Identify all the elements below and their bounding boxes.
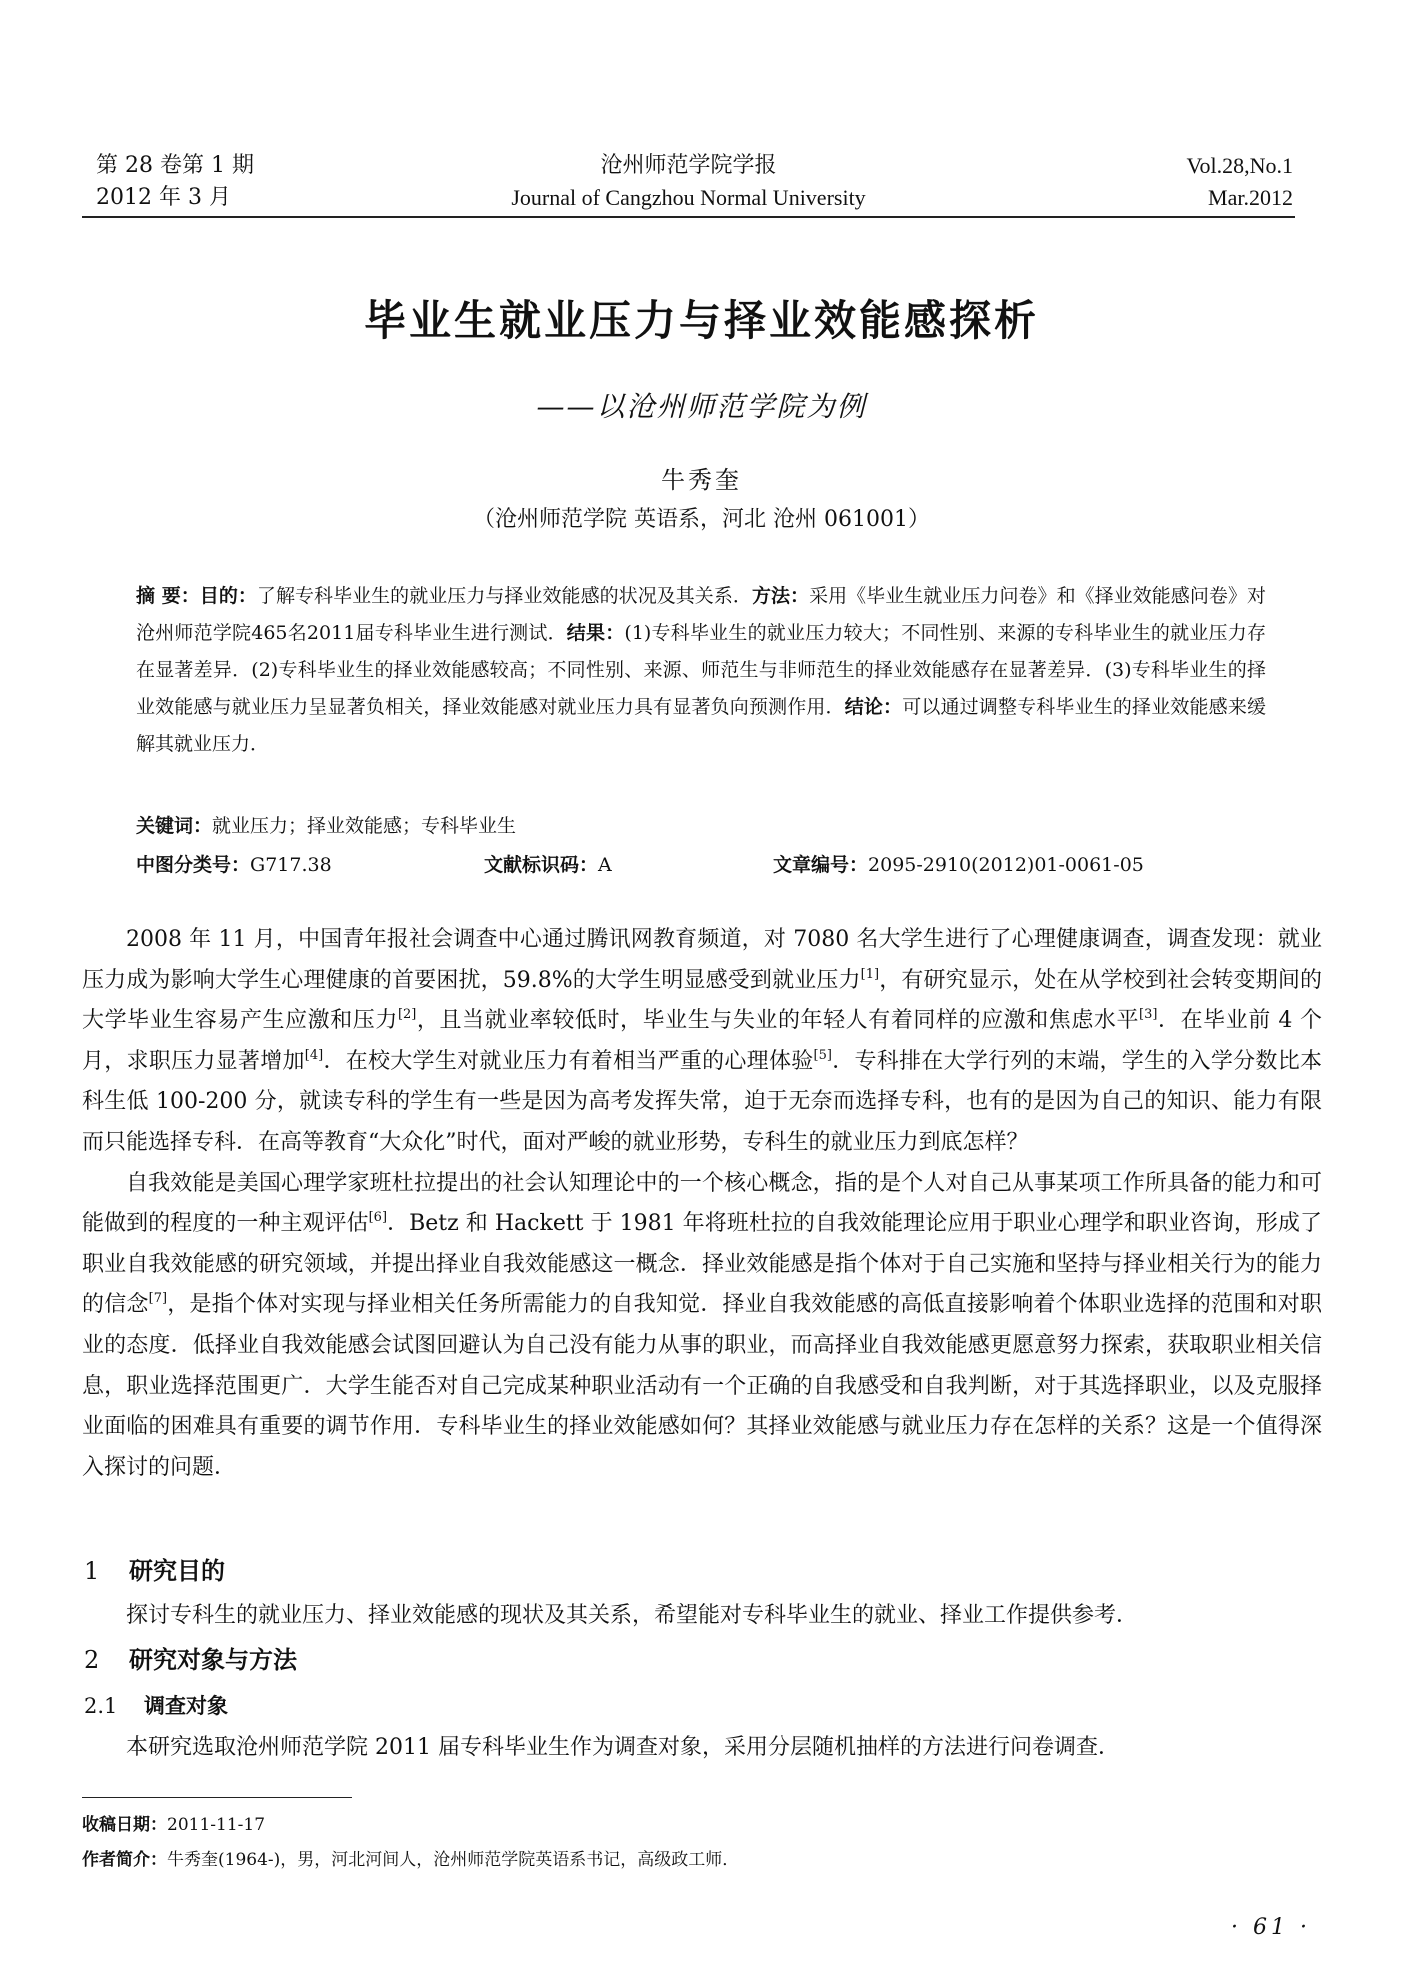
citation-4: [4] (304, 1047, 324, 1063)
p1-text: 2008 年 11 月，中国青年报社会调查中心通过腾讯网教育频道，对 7080 名大学生进行了心理健康调查，调查发现：就业压力成为影响大学生心理健康的首要困扰，59.8%的大学生明显感受到就业压力 (82, 927, 1322, 993)
citation-1: [1] (860, 966, 880, 982)
abstract-conclusion-label: 结论： (844, 696, 903, 718)
received-label: 收稿日期： (82, 1815, 167, 1835)
p2-text: ．Betz 和 Hackett 于 1981 年将班杜拉的自我效能理论应用于职业心理学和职业咨询，形成了职业自我效能感的研究领域，并提出择业自我效能感这一概念．择业效能感是指个体对于自己实施和坚持与择业相关行为的能力的信念 (82, 1211, 1322, 1318)
header-issue-info-en (1186, 150, 1293, 214)
body-text (82, 920, 1322, 1488)
bio-label: 作者简介： (82, 1850, 167, 1870)
header-journal-name (82, 150, 1295, 214)
abstract-purpose: 了解专科毕业生的就业压力与择业效能感的状况及其关系． (256, 585, 752, 607)
footnote-received (82, 1810, 265, 1840)
abstract-results: (1)专科毕业生的就业压力较大；不同性别、来源的专科毕业生的就业压力存在显著差异．(2)专科毕业生的择业效能感较高；不同性别、来源、师范生与非师范生的择业效能感存在显著差异．(3)专科毕业生的择业效能感与就业压力呈显著负相关，择业效能感对就业压力具有显著负向预测作用． (136, 622, 1266, 718)
section-1-text: 探讨专科生的就业压力、择业效能感的现状及其关系，希望能对专科毕业生的就业、择业工作提供参考． (126, 1603, 1139, 1628)
doc-value: A (598, 854, 612, 876)
abstract-purpose-label: 目的： (199, 585, 257, 607)
section-2-heading (84, 1640, 297, 1675)
p2-text: ，是指个体对实现与择业相关任务所需能力的自我知觉．择业自我效能感的高低直接影响着个体职业选择的范围和对职业的态度．低择业自我效能感会试图回避认为自己没有能力从事的职业，而高择业自我效能感更愿意努力探索，获取职业相关信息，职业选择范围更广．大学生能否对自己完成某种职业活动有一个正确的自我感受和自我判断，对于其选择职业，以及克服择业面临的困难具有重要的调节作用．专科毕业生的择业效能感如何？其择业效能感与就业压力存在怎样的关系？这是一个值得深入探讨的问题． (82, 1292, 1322, 1480)
citation-5: [5] (813, 1047, 832, 1063)
footnote-author-bio (82, 1845, 739, 1875)
header-date-en: Mar.2012 (1208, 185, 1293, 210)
article-label: 文章编号： (773, 854, 869, 876)
header-journal-en: Journal of Cangzhou Normal University (511, 185, 866, 210)
bio-text: 牛秀奎(1964-)，男，河北河间人，沧州师范学院英语系书记，高级政工师． (167, 1850, 740, 1870)
abstract-results-label: 结果： (566, 622, 625, 644)
p2-text: 自我效能是美国心理学家班杜拉提出的社会认知理论中的一个核心概念，指的是个人对自己从事某项工作所具备的能力和可能做到的程度的一种主观评估 (82, 1170, 1322, 1237)
abstract-method-label: 方法： (751, 585, 810, 607)
clc-label: 中图分类号： (136, 854, 251, 876)
citation-3: [3] (1139, 1007, 1158, 1023)
section-2-number: 2 (84, 1646, 100, 1674)
header-date: 2012 年 3 月 (96, 185, 231, 210)
paragraph-1 (82, 920, 1322, 1164)
section-2-1-heading (84, 1690, 228, 1720)
keywords-value: 就业压力；择业效能感；专科毕业生 (212, 815, 517, 837)
section-2-1-number: 2.1 (84, 1694, 118, 1718)
section-2-1-text: 本研究选取沧州师范学院 2011 届专科毕业生作为调查对象，采用分层随机抽样的方法进行问卷调查． (126, 1735, 1120, 1760)
keywords (136, 810, 1266, 842)
p1-text: ，且当就业率较低时，毕业生与失业的年轻人有着同样的应激和焦虑水平 (416, 1008, 1140, 1034)
abstract-label: 摘 要： (136, 585, 200, 607)
footnote-divider (82, 1797, 352, 1798)
article-number (773, 849, 1144, 881)
abstract (136, 578, 1266, 763)
paragraph-2 (82, 1164, 1322, 1489)
article-subtitle: ——以沧州师范学院为例 (536, 390, 867, 423)
keywords-label: 关键词： (136, 815, 213, 837)
section-1-number: 1 (84, 1557, 100, 1585)
p1-text: ，有研究显示，处在从学校到社会转变期间的大学毕业生容易产生应激和压力 (82, 967, 1322, 1034)
header-journal-cn: 沧州师范学院学报 (600, 153, 777, 178)
page-number: · 61 · (1231, 1915, 1311, 1940)
citation-2: [2] (397, 1007, 417, 1023)
citation-7: [7] (148, 1291, 168, 1307)
p1-text: ．在毕业前 4 个月，求职压力显著增加 (82, 1008, 1322, 1074)
section-1-heading (84, 1551, 225, 1586)
citation-6: [6] (368, 1210, 388, 1226)
section-2-1-title: 调查对象 (144, 1694, 228, 1718)
author-name: 牛秀奎 (661, 466, 742, 494)
abstract-method: 采用《毕业生就业压力问卷》和《择业效能感问卷》对沧州师范学院465名2011届专科毕业生进行测试． (136, 585, 1266, 644)
doc-label: 文献标识码： (484, 854, 599, 876)
p1-text: ．专科排在大学行列的末端，学生的入学分数比本科生低 100-200 分，就读专科的学生有一些是因为高考发挥失常，迫于无奈而选择专科，也有的是因为自己的知识、能力有限而只能选择专科．在高等教育“大众化”时代，面对严峻的就业形势，专科生的就业压力到底怎样？ (82, 1048, 1322, 1155)
abstract-conclusion: 可以通过调整专科毕业生的择业效能感来缓解其就业压力． (136, 696, 1266, 755)
article-value: 2095-2910(2012)01-0061-05 (868, 854, 1144, 876)
classification-line (136, 849, 1266, 881)
header-volume: 第 28 卷第 1 期 (96, 153, 254, 178)
running-header (82, 150, 1295, 218)
author-affiliation: （沧州师范学院 英语系，河北 沧州 061001） (473, 507, 930, 532)
section-1-title: 研究目的 (129, 1557, 225, 1585)
section-2-title: 研究对象与方法 (129, 1646, 297, 1674)
article-title: 毕业生就业压力与择业效能感探析 (363, 296, 1039, 345)
clc-number (136, 849, 332, 881)
p1-text: ．在校大学生对就业压力有着相当严重的心理体验 (323, 1048, 814, 1074)
document-code (484, 849, 612, 881)
clc-value: G717.38 (250, 854, 332, 876)
received-date: 2011-11-17 (167, 1815, 266, 1835)
header-volume-en: Vol.28,No.1 (1186, 153, 1293, 178)
